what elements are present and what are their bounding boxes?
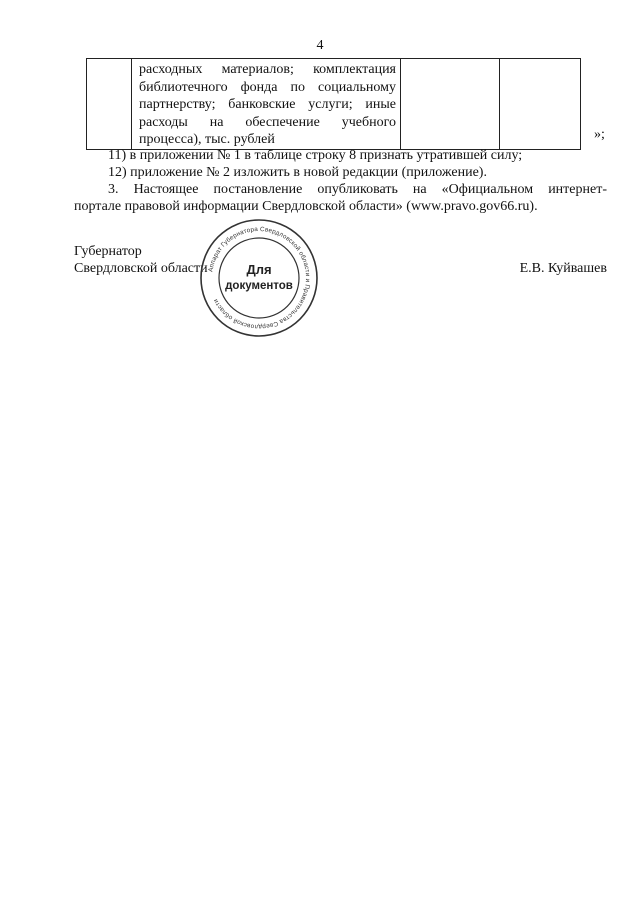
page-number: 4 [316, 38, 324, 53]
table-cell-value [401, 59, 500, 150]
signature-title-line: Свердловской области [74, 261, 208, 276]
table-fragment [86, 58, 581, 150]
signature-name: Е.В. Куйвашев [519, 261, 607, 276]
table-cell-description [132, 59, 401, 150]
table-text-line: партнерству; банковские услуги; иные [139, 97, 396, 112]
stamp-center-line1: Для [246, 262, 272, 277]
closing-quote: »; [594, 127, 605, 142]
document-stamp [198, 217, 320, 339]
stamp-outer-ring [201, 220, 317, 336]
paragraph-item-12: 12) приложение № 2 изложить в новой редакции (приложение). [108, 165, 487, 180]
paragraph-item-11: 11) в приложении № 1 в таблице строку 8 признать утратившей силу; [108, 148, 523, 163]
table-text-line: расходных материалов; комплектация [139, 62, 396, 77]
paragraph-line: 3. Настоящее постановление опубликовать на «Официальном интернет- [108, 182, 607, 197]
table-text-line: процесса), тыс. рублей [139, 132, 275, 147]
paragraph-item-3 [74, 181, 607, 215]
stamp-center-line2: документов [225, 280, 293, 292]
stamp-inner-ring [219, 238, 299, 318]
signature-title-line: Губернатор [74, 244, 142, 259]
table-text-line: библиотечного фонда по социальному [139, 79, 396, 95]
table-cell-number [87, 59, 132, 150]
table-text-line: расходы на обеспечение учебного [139, 114, 396, 130]
table-row [87, 59, 581, 150]
paragraph-line: портале правовой информации Свердловской области» (www.pravo.gov66.ru). [74, 199, 538, 214]
stamp-ring-text: Аппарат Губернатора Свердловской области и Правительства Свердловской области [207, 225, 312, 331]
signature-title [74, 243, 208, 277]
table-cell-value [500, 59, 581, 150]
